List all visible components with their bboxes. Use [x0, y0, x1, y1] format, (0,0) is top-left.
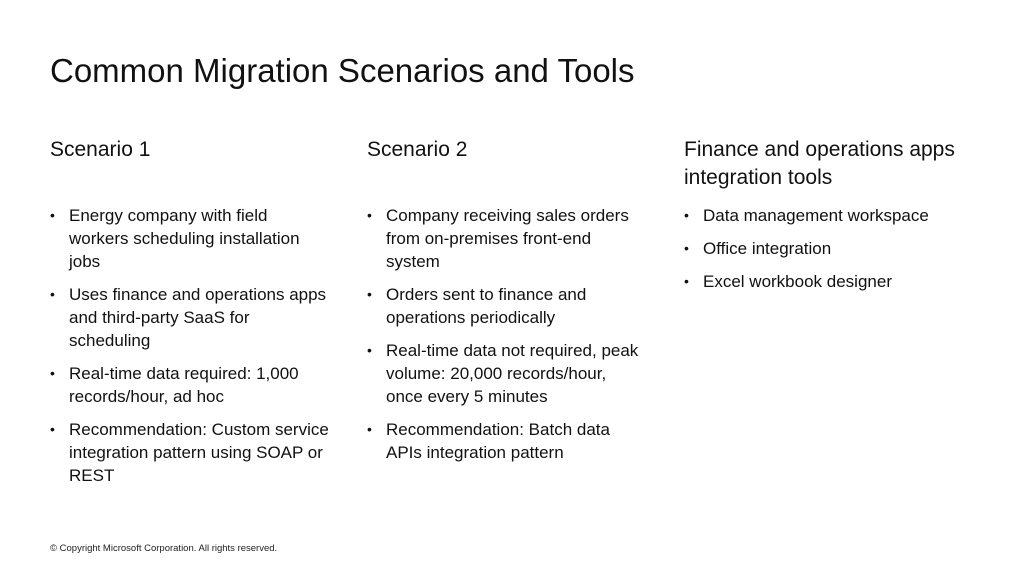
list-item-text: Recommendation: Batch data APIs integration pattern — [386, 420, 610, 462]
bullet-icon: • — [50, 286, 55, 302]
list-item-text: Real-time data required: 1,000 records/hour, ad hoc — [69, 364, 299, 406]
column-scenario-2 — [367, 136, 647, 462]
copyright-notice: © Copyright Microsoft Corporation. All rights reserved. — [50, 543, 278, 554]
list-item — [50, 418, 330, 487]
bullet-icon: • — [50, 365, 55, 381]
bullet-icon: • — [367, 421, 372, 437]
list-item — [50, 362, 330, 408]
bullet-icon: • — [50, 421, 55, 437]
list-item — [367, 418, 647, 464]
bullet-icon: • — [684, 273, 689, 289]
list-item — [367, 339, 647, 408]
bullet-icon: • — [367, 286, 372, 302]
slide-title: Common Migration Scenarios and Tools — [50, 52, 635, 89]
list-item-text: Recommendation: Custom service integration pattern using SOAP or REST — [69, 420, 329, 485]
list-item — [50, 283, 330, 352]
list-item — [367, 283, 647, 329]
list-item — [367, 204, 647, 273]
column-heading: Scenario 2 — [367, 138, 468, 161]
bullet-list — [367, 204, 647, 474]
bullet-list — [684, 204, 974, 303]
list-item-text: Uses finance and operations apps and third-party SaaS for scheduling — [69, 285, 327, 350]
list-item — [50, 204, 330, 273]
list-item-text: Orders sent to finance and operations periodically — [386, 285, 587, 327]
column-heading: Scenario 1 — [50, 138, 151, 161]
list-item — [684, 237, 974, 260]
list-item-text: Real-time data not required, peak volume: 20,000 records/hour, once every 5 minutes — [386, 341, 639, 406]
bullet-icon: • — [684, 207, 689, 223]
bullet-icon: • — [367, 207, 372, 223]
bullet-icon: • — [50, 207, 55, 223]
list-item-text: Energy company with field workers scheduling installation jobs — [69, 206, 300, 271]
column-integration-tools — [684, 136, 974, 291]
column-scenario-1 — [50, 136, 330, 485]
bullet-icon: • — [684, 240, 689, 256]
column-heading: Finance and operations apps integration tools — [684, 138, 955, 189]
bullet-icon: • — [367, 342, 372, 358]
bullet-list — [50, 204, 330, 497]
list-item-text: Company receiving sales orders from on-premises front-end system — [386, 206, 629, 271]
list-item — [684, 270, 974, 293]
list-item-text: Data management workspace — [703, 206, 929, 225]
list-item-text: Office integration — [703, 239, 832, 258]
list-item-text: Excel workbook designer — [703, 272, 892, 291]
list-item — [684, 204, 974, 227]
